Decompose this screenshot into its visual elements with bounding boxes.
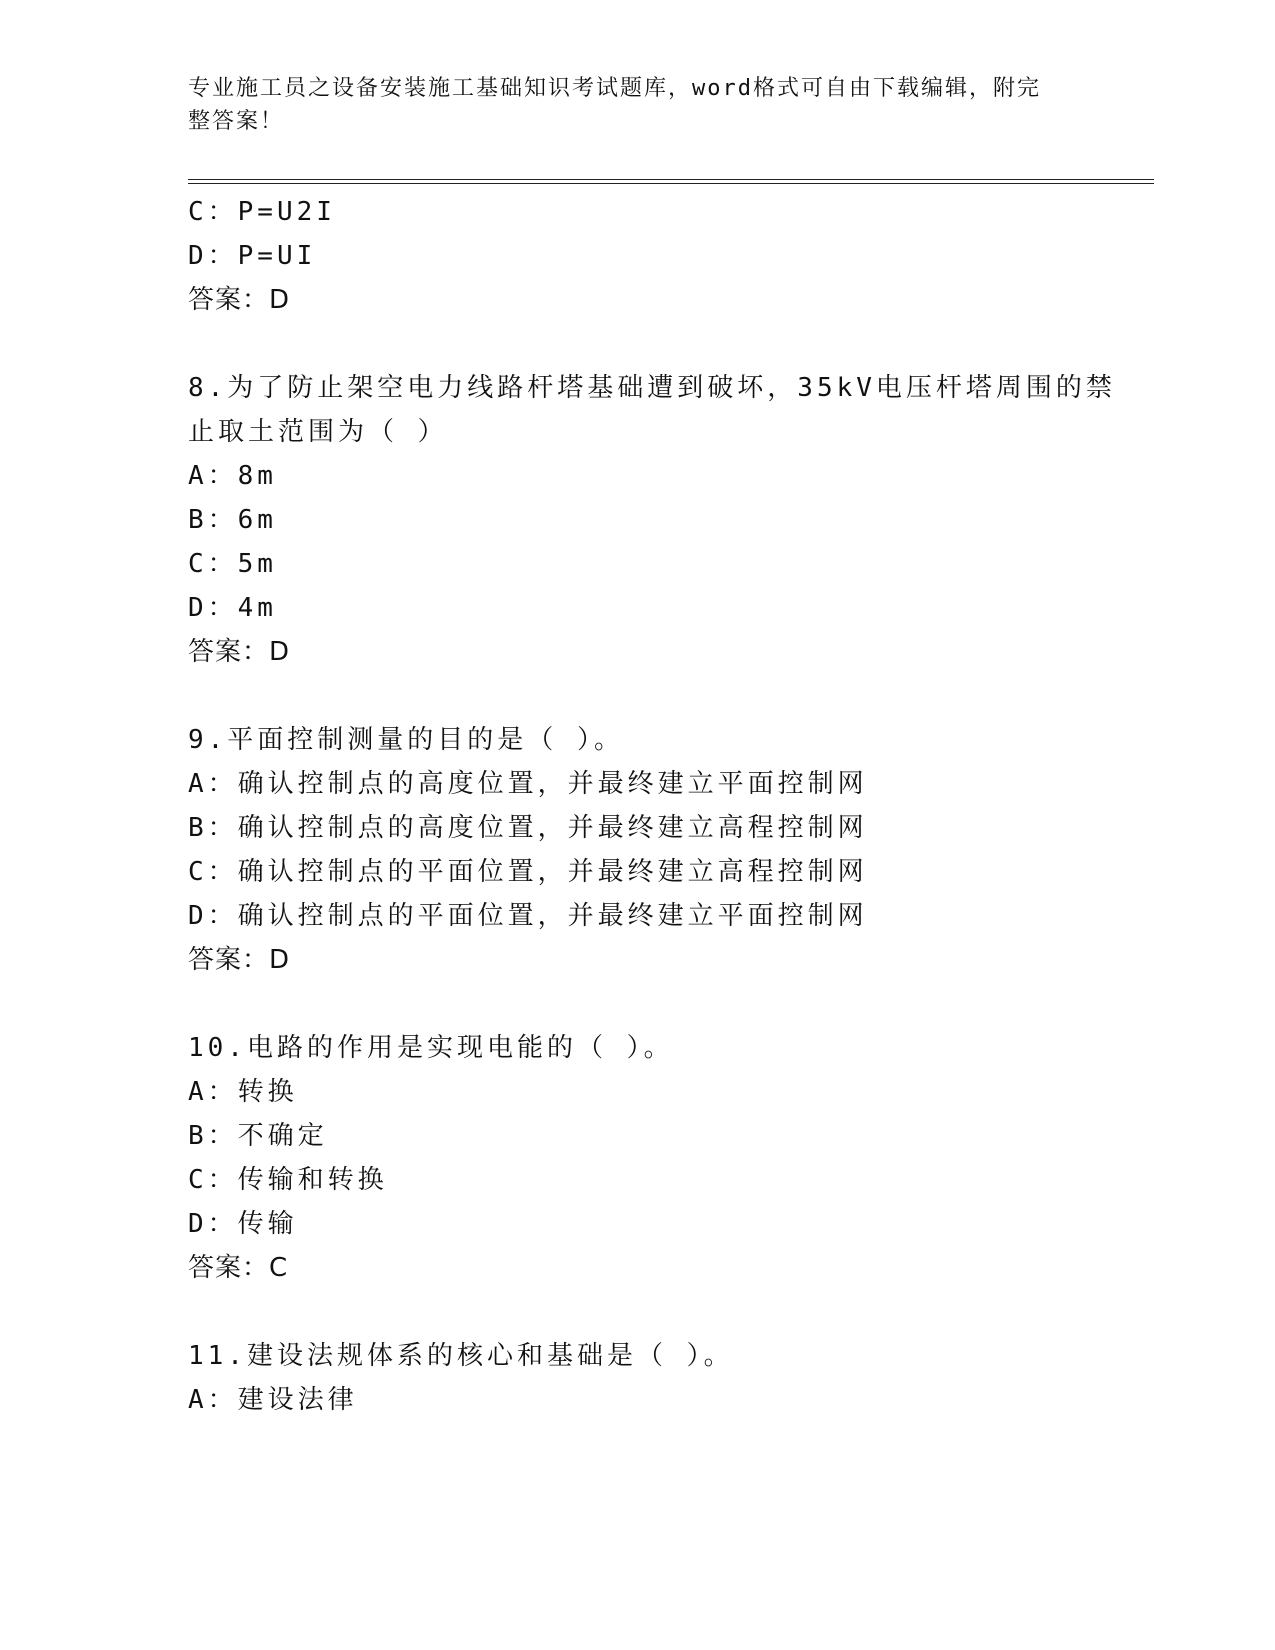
q8-stem-line-2: 止取土范围为（ ） [188, 417, 448, 447]
header-line-1: 专业施工员之设备安装施工基础知识考试题库，word格式可自由下载编辑，附完 [188, 76, 1041, 101]
q8-answer: 答案：D [188, 637, 291, 667]
header-divider-top [188, 179, 1154, 180]
q10-option-d: D：传输 [188, 1209, 298, 1239]
q9-answer: 答案：D [188, 945, 291, 975]
header-divider-bottom [188, 183, 1154, 184]
q10-answer: 答案：C [188, 1253, 289, 1283]
q9-option-a: A：确认控制点的高度位置，并最终建立平面控制网 [188, 769, 868, 799]
q7-option-d: D：P=UI [188, 241, 317, 271]
document-header [188, 72, 1068, 138]
q9-stem: 9.平面控制测量的目的是（ ）。 [188, 725, 624, 755]
q8-option-b: B：6m [188, 505, 277, 535]
q9-option-b: B：确认控制点的高度位置，并最终建立高程控制网 [188, 813, 868, 843]
q9-option-c: C：确认控制点的平面位置，并最终建立高程控制网 [188, 857, 868, 887]
q8-option-c: C：5m [188, 549, 277, 579]
q7-answer: 答案：D [188, 285, 291, 315]
q7-option-c: C：P=U2I [188, 197, 336, 227]
q8-option-a: A：8m [188, 461, 277, 491]
q11-option-a: A：建设法律 [188, 1385, 358, 1415]
q10-stem: 10.电路的作用是实现电能的（ ）。 [188, 1033, 674, 1063]
q10-option-c: C：传输和转换 [188, 1165, 388, 1195]
header-line-2: 整答案！ [188, 109, 285, 134]
q10-option-a: A：转换 [188, 1077, 298, 1107]
q8-option-d: D：4m [188, 593, 277, 623]
q9-option-d: D：确认控制点的平面位置，并最终建立平面控制网 [188, 901, 868, 931]
q10-option-b: B：不确定 [188, 1121, 328, 1151]
q11-stem: 11.建设法规体系的核心和基础是（ ）。 [188, 1341, 734, 1371]
q8-stem-line-1: 8.为了防止架空电力线路杆塔基础遭到破坏，35kV电压杆塔周围的禁 [188, 373, 1116, 403]
